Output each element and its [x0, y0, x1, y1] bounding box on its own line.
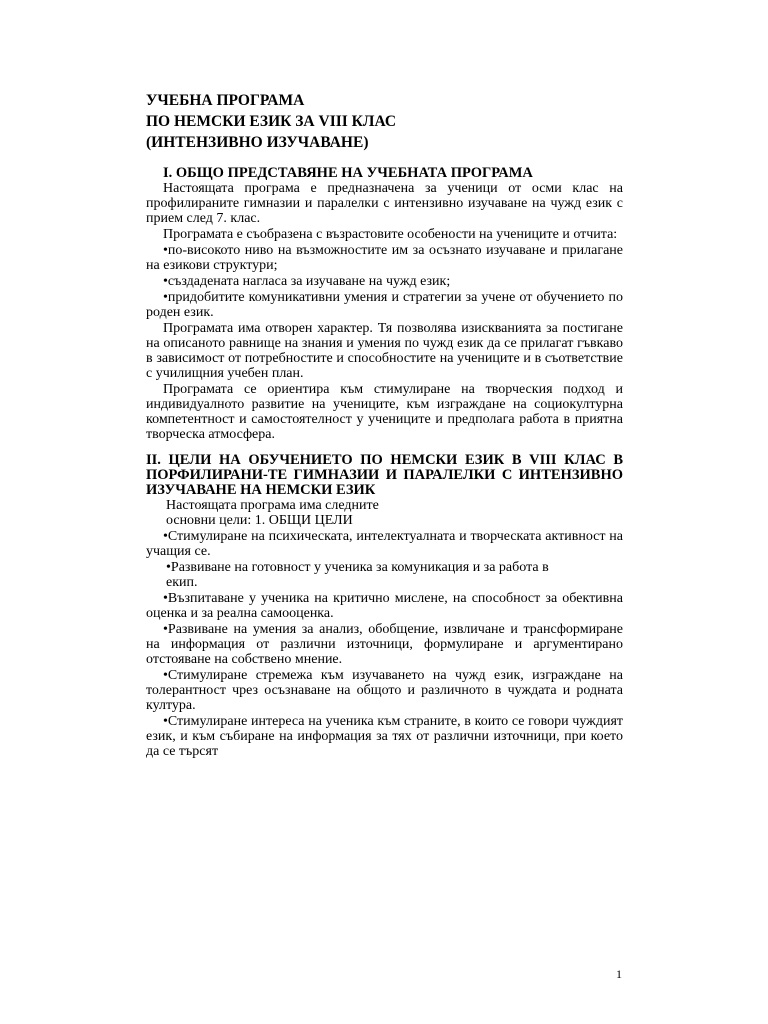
- section-2-goal-item: •Развиване на готовност у ученика за комуникация и за работа в: [166, 560, 549, 575]
- section-2-goal-item: •Възпитаване у ученика на критично мислене, на способност за обективна оценка и за реална самооценка.: [146, 591, 623, 621]
- title-line-3: (ИНТЕНЗИВНО ИЗУЧАВАНЕ): [146, 134, 369, 151]
- section-2-intro-line: основни цели: 1. ОБЩИ ЦЕЛИ: [166, 513, 353, 528]
- section-2-heading: II. ЦЕЛИ НА ОБУЧЕНИЕТО ПО НЕМСКИ ЕЗИК В VIII КЛАС В ПОРФИЛИРАНИ-ТЕ ГИМНАЗИИ И ПАРАЛЕЛКИ С ИНТЕНЗИВНО ИЗУЧАВАНЕ НА НЕМСКИ ЕЗИК: [146, 452, 623, 498]
- section-2-goal-item: •Стимулиране на психическата, интелектуалната и творческата активност на учащия се.: [146, 529, 623, 559]
- section-2-goal-item: •Развиване на умения за анализ, обобщение, извличане и трансформиране на информация от различни източници, формулиране и аргументирано отстояване на собствено мнение.: [146, 622, 623, 667]
- title-line-1: УЧЕБНА ПРОГРАМА: [146, 92, 305, 109]
- document-title: [146, 90, 623, 153]
- page-number: 1: [616, 967, 622, 981]
- section-2-intro-line: Настоящата програма има следните: [166, 498, 379, 513]
- title-line-2: ПО НЕМСКИ ЕЗИК ЗА VIII КЛАС: [146, 113, 397, 130]
- section-1-paragraph: Настоящата програма е предназначена за ученици от осми клас на профилираните гимназии и паралелки с интензивно изучаване на чужд език с прием след 7. клас.: [146, 181, 623, 226]
- section-2-goal-item: •Стимулиране интереса на ученика към страните, в които се говори чуждият език, и към събиране на информация за тях от различни източници, при което да се търсят: [146, 714, 623, 759]
- document-page: [146, 90, 623, 759]
- section-1-bullet: •придобитите комуникативни умения и стратегии за учене от обучението по роден език.: [146, 290, 623, 320]
- section-1-paragraph: Програмата се ориентира към стимулиране на творческия подход и индивидуалното развитие на учениците, към изграждане на социокултурна компетентност и самостоятелност у учениците и предполага работа в приятна творческа атмосфера.: [146, 382, 623, 442]
- section-2-goal-item-continuation: екип.: [166, 575, 198, 590]
- section-2-goal-item: •Стимулиране стремежа към изучаването на чужд език, изграждане на толерантност чрез осъзнаване на общото и различното в чуждата и родната култура.: [146, 668, 623, 713]
- section-1-bullet: •създадената нагласа за изучаване на чужд език;: [163, 274, 451, 289]
- section-1-paragraph: Програмата е съобразена с възрастовите особености на учениците и отчита:: [163, 227, 618, 242]
- section-1-heading: I. ОБЩО ПРЕДСТАВЯНЕ НА УЧЕБНАТА ПРОГРАМА: [163, 165, 533, 181]
- section-1-bullet: •по-високото ниво на възможностите им за осъзнато изучаване и прилагане на езикови структури;: [146, 243, 623, 273]
- section-1-paragraph: Програмата има отворен характер. Тя позволява изискванията за постигане на описаното равнище на знания и умения по чужд език да се прилагат гъвкаво в зависимост от потребностите и способностите на учениците и в съответствие с училищния учебен план.: [146, 321, 623, 381]
